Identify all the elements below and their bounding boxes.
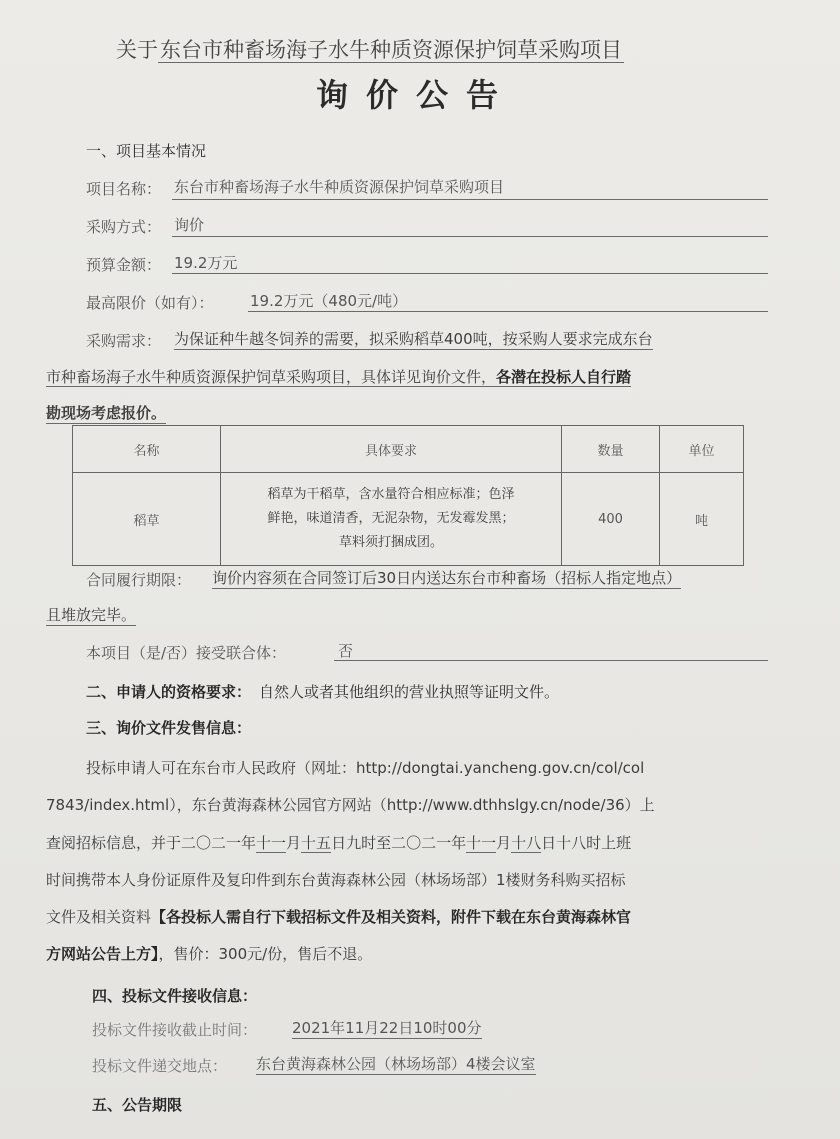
consortium-value: 否 xyxy=(338,642,354,660)
contract-line2: 且堆放完毕。 xyxy=(46,606,137,624)
line3-month-end: 十一 xyxy=(466,834,497,852)
contract-line1: 询价内容须在合同签订后30日内送达东台市种畜场（招标人指定地点） xyxy=(212,569,682,587)
table-header-unit: 单位 xyxy=(660,426,744,473)
deadline-label: 投标文件接收截止时间： xyxy=(92,1021,258,1039)
line3-text-i: 日十八时上班 xyxy=(541,834,632,852)
row-spec-line3: 草料须打捆成团。 xyxy=(338,535,443,550)
line3-day-start: 十五 xyxy=(301,834,332,852)
section2-heading: 二、申请人的资格要求： xyxy=(86,683,252,701)
section3-line5-a: 文件及相关资料 xyxy=(46,908,152,926)
table-header-row xyxy=(73,426,744,473)
line3-text-c: 月 xyxy=(286,834,302,852)
project-name-label: 项目名称： xyxy=(86,180,162,198)
project-name-underline xyxy=(172,199,768,200)
consortium-label: 本项目（是/否）接受联合体： xyxy=(86,644,287,662)
project-name-value: 东台市种畜场海子水牛种质资源保护饲草采购项目 xyxy=(174,178,505,196)
max-price-underline xyxy=(248,311,768,312)
method-value: 询价 xyxy=(174,216,205,234)
section5-heading: 五、公告期限 xyxy=(92,1096,183,1114)
method-underline xyxy=(172,236,768,237)
line3-month-start: 十一 xyxy=(256,834,287,852)
section2-text: 自然人或者其他组织的营业执照等证明文件。 xyxy=(259,683,560,701)
demand-line2-a: 市种畜场海子水牛种质资源保护饲草采购项目，具体详见询价文件， xyxy=(46,368,497,386)
location-label: 投标文件递交地点： xyxy=(92,1057,228,1075)
max-price-value: 19.2万元（480元/吨） xyxy=(250,292,408,310)
demand-line2-b: 各潜在投标人自行踏 xyxy=(496,368,632,386)
row-name: 稻草 xyxy=(73,473,221,566)
table-header-spec: 具体要求 xyxy=(221,426,562,473)
notice-heading: 询价公告 xyxy=(316,76,517,114)
row-unit: 吨 xyxy=(660,473,744,566)
row-quantity: 400 xyxy=(562,473,660,566)
requirements-table xyxy=(72,425,744,566)
consortium-underline xyxy=(334,660,768,661)
budget-label: 预算金额： xyxy=(86,256,162,274)
demand-line3: 勘现场考虑报价。 xyxy=(46,404,167,422)
section3-line3 xyxy=(46,832,631,853)
section3-line6-b: ，售价：300元/份，售后不退。 xyxy=(158,945,373,963)
deadline-value: 2021年11月22日10时00分 xyxy=(292,1019,482,1037)
method-label: 采购方式： xyxy=(86,218,162,236)
section3-line2: 7843/index.html），东台黄海森林公园官方网站（http://www.dthhslgy.cn/node/36）上 xyxy=(46,796,655,814)
section4-heading: 四、投标文件接收信息： xyxy=(92,987,258,1005)
location-value: 东台黄海森林公园（林场场部）4楼会议室 xyxy=(256,1055,536,1073)
row-spec-line2: 鲜艳，味道清香，无泥杂物，无发霉发黑； xyxy=(267,511,515,526)
title-prefix: 关于 xyxy=(116,38,158,62)
max-price-label: 最高限价（如有）： xyxy=(86,294,214,312)
section3-line1: 投标申请人可在东台市人民政府（网址：http://dongtai.yancheng.gov.cn/col/col xyxy=(86,759,645,777)
section1-heading: 一、项目基本情况 xyxy=(86,142,207,160)
section3-line5-b: 【各投标人需自行下载招标文件及相关资料，附件下载在东台黄海森林官 xyxy=(151,908,632,926)
line3-day-end: 十八 xyxy=(511,834,542,852)
document-title xyxy=(116,34,624,64)
line3-text-a: 查阅招标信息，并于二〇二一年 xyxy=(46,834,257,852)
demand-line1: 为保证种牛越冬饲养的需要，拟采购稻草400吨，按采购人要求完成东台 xyxy=(174,330,653,348)
section3-heading: 三、询价文件发售信息： xyxy=(86,719,252,737)
line3-text-e: 日九时至二〇二一年 xyxy=(331,834,467,852)
contract-label: 合同履行期限： xyxy=(86,571,192,589)
row-spec xyxy=(221,473,562,566)
table-header-name: 名称 xyxy=(73,426,221,473)
table-header-quantity: 数量 xyxy=(562,426,660,473)
table-row xyxy=(73,473,744,566)
section3-line6-a: 方网站公告上方】 xyxy=(46,945,159,963)
title-project-name: 东台市种畜场海子水牛种质资源保护饲草采购项目 xyxy=(160,38,622,62)
demand-label: 采购需求： xyxy=(86,332,162,350)
row-spec-line1: 稻草为干稻草，含水量符合相应标准；色泽 xyxy=(267,487,515,502)
budget-value: 19.2万元 xyxy=(174,254,238,272)
section3-line4: 时间携带本人身份证原件及复印件到东台黄海森林公园（林场场部）1楼财务科购买招标 xyxy=(46,871,626,889)
budget-underline xyxy=(172,273,768,274)
line3-text-g: 月 xyxy=(496,834,512,852)
